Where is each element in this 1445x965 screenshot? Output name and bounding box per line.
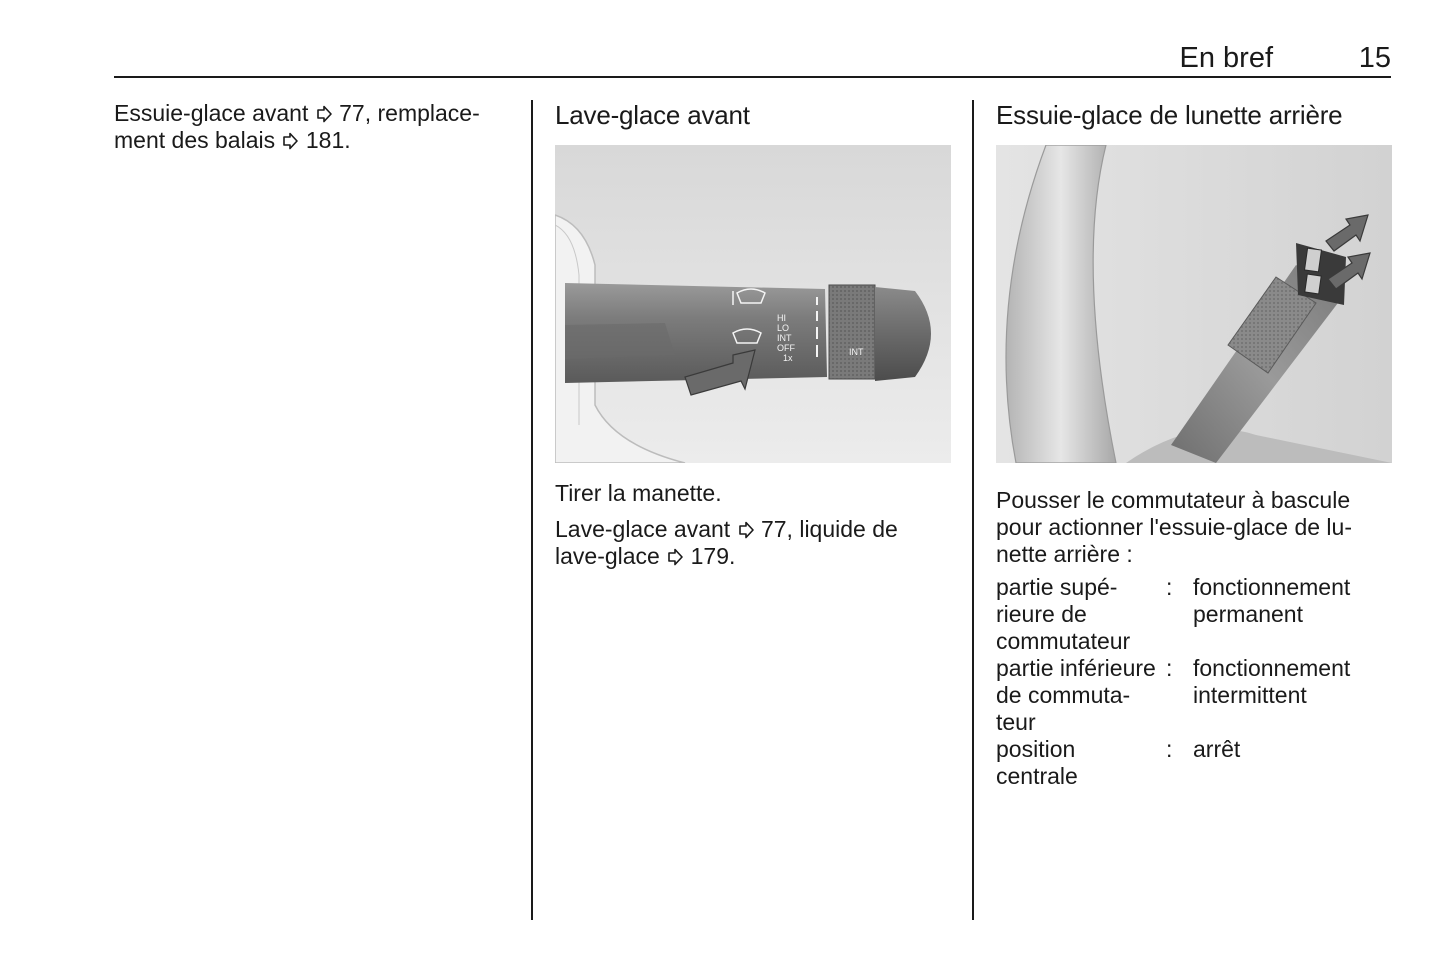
- definition-row: position centrale : arrêt: [996, 736, 1396, 790]
- stalk-label-hi: HI: [777, 313, 786, 323]
- section-title: En bref: [1179, 42, 1273, 74]
- column-divider-right: [972, 100, 974, 920]
- stalk-label-int: INT: [777, 333, 792, 343]
- rear-wiper-switch-illustration: [996, 145, 1392, 463]
- stalk-label-off: OFF: [777, 343, 795, 353]
- wiper-blade-reference: Essuie-glace avant 77, remplace- ment des balais 181.: [114, 100, 480, 153]
- page-reference-arrow-icon: [281, 132, 299, 150]
- page-reference-arrow-icon: [737, 521, 755, 539]
- page-reference-arrow-icon: [666, 548, 684, 566]
- definition-description: arrêt: [1193, 736, 1241, 762]
- pull-lever-instruction: Tirer la manette.: [555, 480, 722, 506]
- rear-wiper-instruction: Pousser le commutateur à bascule pour actionner l'essuie-glace de lu- nette arrière :: [996, 487, 1352, 567]
- definition-row: partie inférieure de commuta- teur : fonctionnement intermittent: [996, 655, 1396, 736]
- stalk-label-int-rear: INT: [849, 347, 864, 357]
- definition-term: partie supé- rieure de commutateur: [996, 574, 1131, 654]
- definition-term: partie inférieure de commuta- teur: [996, 655, 1156, 735]
- stalk-label-1x: 1x: [783, 353, 793, 363]
- definition-row: partie supé- rieure de commutateur : fonctionnement permanent: [996, 574, 1396, 655]
- wiper-stalk-illustration: [555, 145, 951, 463]
- section-heading-front-washer: Lave-glace avant: [555, 100, 750, 130]
- definition-description: fonctionnement intermittent: [1193, 655, 1351, 708]
- washer-fluid-reference: Lave-glace avant 77, liquide de lave-glace 179.: [555, 516, 898, 569]
- stalk-label-lo: LO: [777, 323, 790, 333]
- definition-term: position centrale: [996, 736, 1078, 789]
- section-heading-rear-wiper: Essuie-glace de lunette arrière: [996, 100, 1343, 130]
- page-header: [114, 38, 1391, 78]
- column-divider-left: [531, 100, 533, 920]
- column-2: [555, 100, 955, 569]
- page-reference-arrow-icon: [315, 105, 333, 123]
- switch-position-definitions: [996, 574, 1396, 790]
- definition-description: fonctionnement permanent: [1193, 574, 1351, 627]
- page-number: 15: [1358, 42, 1391, 74]
- column-3: [996, 100, 1396, 789]
- column-1: [114, 100, 514, 154]
